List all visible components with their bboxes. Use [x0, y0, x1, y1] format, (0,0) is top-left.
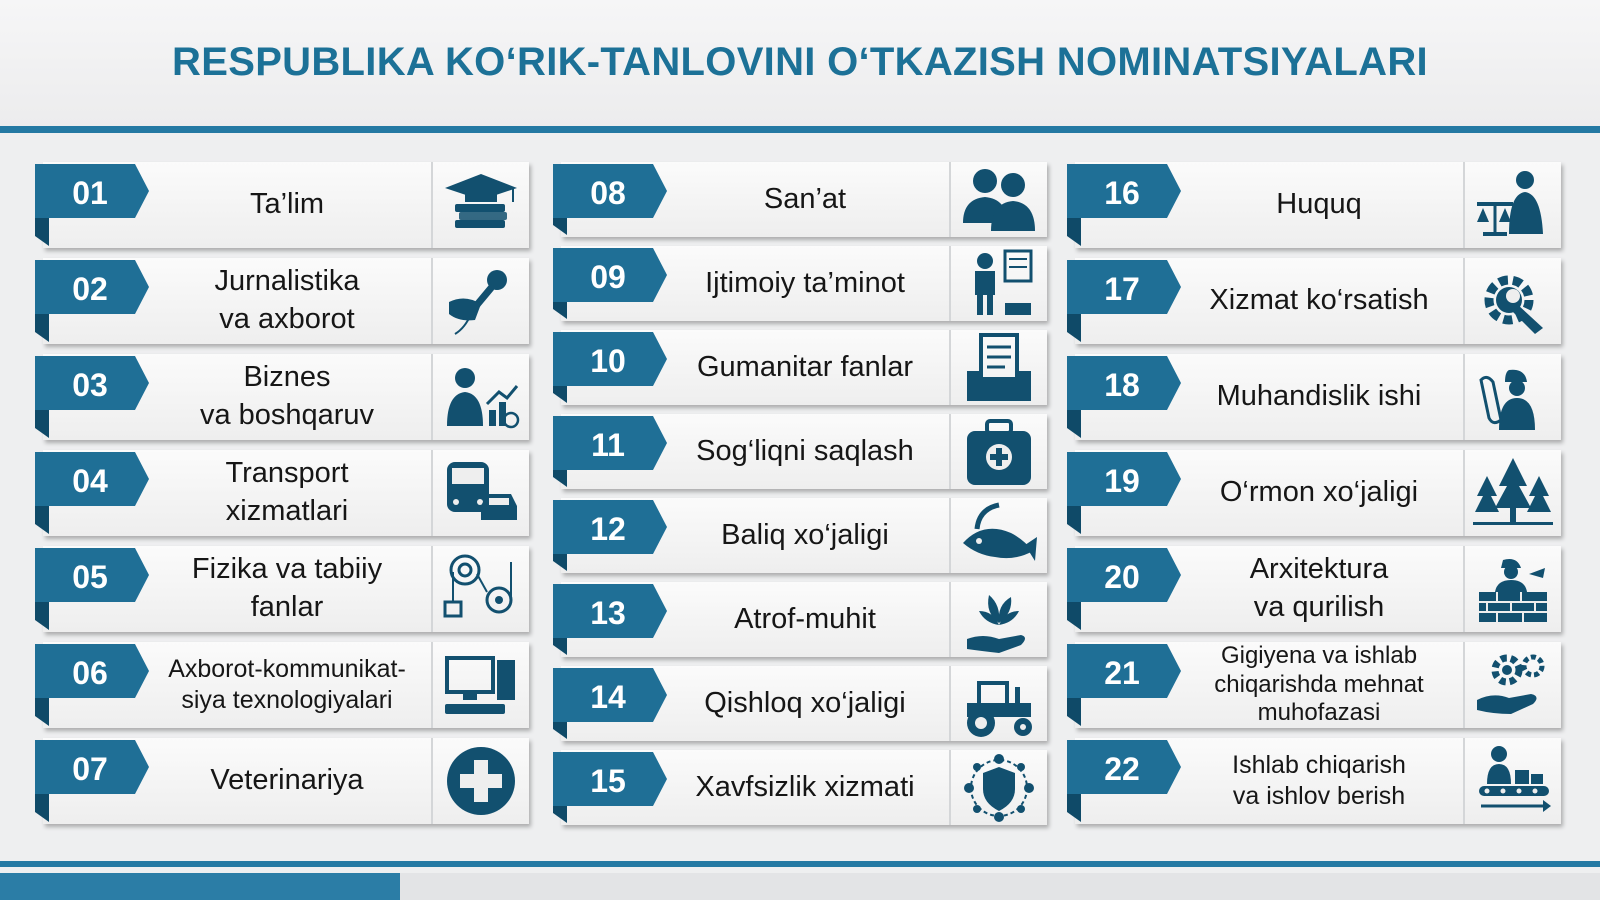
- lawyer-scales-icon: [1473, 168, 1553, 242]
- slide-progress-bar: [0, 873, 1600, 900]
- number-tag: [553, 582, 671, 672]
- nomination-number: 20: [1104, 559, 1140, 595]
- nomination-card: [1067, 354, 1561, 440]
- nomination-number: 18: [1104, 367, 1140, 403]
- number-tag: [1067, 642, 1185, 732]
- nomination-label: Sog‘liqni saqlash: [696, 434, 914, 467]
- nomination-number: 02: [72, 271, 108, 307]
- slide-progress-fill: [0, 873, 400, 900]
- nomination-label: Ijtimoiy ta’minot: [705, 266, 905, 299]
- number-tag: [553, 498, 671, 588]
- nomination-number: 21: [1104, 655, 1140, 691]
- nomination-number: 09: [590, 259, 626, 295]
- card-divider: [949, 246, 951, 321]
- businessman-chart-icon: [441, 360, 521, 434]
- top-rule: [0, 126, 1600, 133]
- nomination-card: [35, 354, 529, 440]
- nomination-number: 01: [72, 175, 108, 211]
- number-tag: [35, 162, 153, 252]
- nomination-card: [35, 546, 529, 632]
- nomination-number: 16: [1104, 175, 1140, 211]
- nomination-number: 17: [1104, 271, 1140, 307]
- number-tag: [35, 258, 153, 348]
- people-icon: [959, 163, 1039, 237]
- nomination-number: 19: [1104, 463, 1140, 499]
- number-tag: [1067, 162, 1185, 252]
- number-tag: [553, 750, 671, 840]
- social-worker-icon: [959, 247, 1039, 321]
- card-divider: [431, 546, 433, 632]
- nomination-card: [1067, 450, 1561, 536]
- card-divider: [1463, 258, 1465, 344]
- nomination-card: [553, 498, 1047, 573]
- nomination-card: [1067, 738, 1561, 824]
- nomination-card: [1067, 258, 1561, 344]
- card-divider: [949, 162, 951, 237]
- card-divider: [949, 330, 951, 405]
- nomination-label: Ishlab chiqarish va ishlov berish: [1232, 750, 1406, 810]
- card-divider: [431, 738, 433, 824]
- veterinary-cross-icon: [441, 744, 521, 818]
- nomination-label: Muhandislik ishi: [1216, 380, 1422, 413]
- card-divider: [949, 666, 951, 741]
- computer-icon: [441, 648, 521, 722]
- gear-wrench-icon: [1473, 264, 1553, 338]
- nomination-label: Gumanitar fanlar: [697, 350, 913, 383]
- number-tag: [553, 162, 671, 252]
- nomination-label: Axborot-kommunikat- siya texnologiyalari: [168, 654, 406, 714]
- nomination-number: 04: [72, 463, 108, 499]
- nomination-label: O‘rmon xo‘jaligi: [1219, 476, 1419, 509]
- number-tag: [35, 450, 153, 540]
- number-tag: [553, 414, 671, 504]
- nomination-number: 13: [590, 595, 626, 631]
- pulley-physics-icon: [441, 552, 521, 626]
- nomination-label: Atrof-muhit: [734, 602, 876, 635]
- number-tag: [553, 330, 671, 420]
- nomination-number: 08: [590, 175, 626, 211]
- nomination-card: [1067, 642, 1561, 728]
- card-divider: [431, 258, 433, 344]
- nomination-card: [1067, 162, 1561, 248]
- nomination-label: Huquq: [1276, 188, 1362, 221]
- conveyor-worker-icon: [1473, 744, 1553, 818]
- nomination-label: Ta’lim: [249, 188, 325, 221]
- card-divider: [431, 162, 433, 248]
- card-divider: [1463, 450, 1465, 536]
- builder-brick-wall-icon: [1473, 552, 1553, 626]
- nomination-number: 03: [72, 367, 108, 403]
- nomination-number: 12: [590, 511, 626, 547]
- number-tag: [1067, 354, 1185, 444]
- engineer-icon: [1473, 360, 1553, 434]
- nomination-card: [553, 666, 1047, 741]
- column-2: [553, 162, 1047, 834]
- card-divider: [949, 498, 951, 573]
- number-tag: [35, 738, 153, 828]
- nomination-label: Gigiyena va ishlab chiqarishda mehnat muhofazasi: [1214, 641, 1424, 727]
- nomination-label: Biznes va boshqaruv: [199, 361, 375, 431]
- card-divider: [949, 414, 951, 489]
- nomination-number: 11: [591, 427, 625, 463]
- card-divider: [1463, 162, 1465, 248]
- nomination-card: [35, 642, 529, 728]
- security-shield-network-icon: [959, 751, 1039, 825]
- column-1: [35, 162, 529, 834]
- nomination-number: 06: [72, 655, 108, 691]
- nomination-card: [1067, 546, 1561, 632]
- nomination-card: [35, 258, 529, 344]
- nomination-card: [553, 750, 1047, 825]
- nomination-card: [553, 414, 1047, 489]
- nomination-label: Arxitektura va qurilish: [1249, 553, 1389, 623]
- column-3: [1067, 162, 1561, 834]
- card-divider: [431, 450, 433, 536]
- nomination-label: San’at: [763, 182, 847, 215]
- card-divider: [949, 750, 951, 825]
- bottom-rule: [0, 861, 1600, 867]
- bus-car-icon: [441, 456, 521, 530]
- tractor-icon: [959, 667, 1039, 741]
- nomination-number: 22: [1104, 751, 1140, 787]
- fish-icon: [959, 499, 1039, 573]
- nomination-label: Fizika va tabiiy fanlar: [191, 553, 383, 623]
- card-divider: [1463, 546, 1465, 632]
- nomination-number: 05: [72, 559, 108, 595]
- gears-hand-icon: [1473, 648, 1553, 722]
- number-tag: [35, 546, 153, 636]
- page-title: RESPUBLIKA KO‘RIK-TANLOVINI O‘TKAZISH NOMINATSIYALARI: [172, 40, 1428, 84]
- nomination-label: Transport xizmatlari: [225, 457, 349, 527]
- microphone-hand-icon: [441, 264, 521, 338]
- number-tag: [35, 642, 153, 732]
- nomination-card: [553, 330, 1047, 405]
- number-tag: [1067, 258, 1185, 348]
- number-tag: [35, 354, 153, 444]
- nomination-label: Xizmat ko‘rsatish: [1209, 284, 1429, 317]
- document-tray-icon: [959, 331, 1039, 405]
- nomination-number: 15: [590, 763, 626, 799]
- nomination-label: Veterinariya: [210, 764, 364, 797]
- nomination-label: Qishloq xo‘jaligi: [704, 686, 906, 719]
- number-tag: [553, 246, 671, 336]
- nomination-label: Xavfsizlik xizmati: [695, 770, 915, 803]
- card-divider: [949, 582, 951, 657]
- nomination-card: [35, 162, 529, 248]
- nomination-card: [35, 738, 529, 824]
- number-tag: [553, 666, 671, 756]
- number-tag: [1067, 546, 1185, 636]
- card-divider: [1463, 642, 1465, 728]
- card-divider: [1463, 354, 1465, 440]
- nomination-number: 07: [72, 751, 108, 787]
- nomination-card: [35, 450, 529, 536]
- nomination-card: [553, 162, 1047, 237]
- nomination-label: Baliq xo‘jaligi: [721, 518, 889, 551]
- nomination-number: 14: [590, 679, 626, 715]
- trees-icon: [1473, 456, 1553, 530]
- nomination-card: [553, 246, 1047, 321]
- number-tag: [1067, 738, 1185, 828]
- card-divider: [431, 642, 433, 728]
- graduation-cap-books-icon: [441, 168, 521, 242]
- nomination-label: Jurnalistika va axborot: [214, 265, 360, 335]
- nomination-number: 10: [590, 343, 626, 379]
- plant-hand-icon: [959, 583, 1039, 657]
- nomination-card: [553, 582, 1047, 657]
- card-divider: [1463, 738, 1465, 824]
- card-divider: [431, 354, 433, 440]
- medical-kit-icon: [959, 415, 1039, 489]
- number-tag: [1067, 450, 1185, 540]
